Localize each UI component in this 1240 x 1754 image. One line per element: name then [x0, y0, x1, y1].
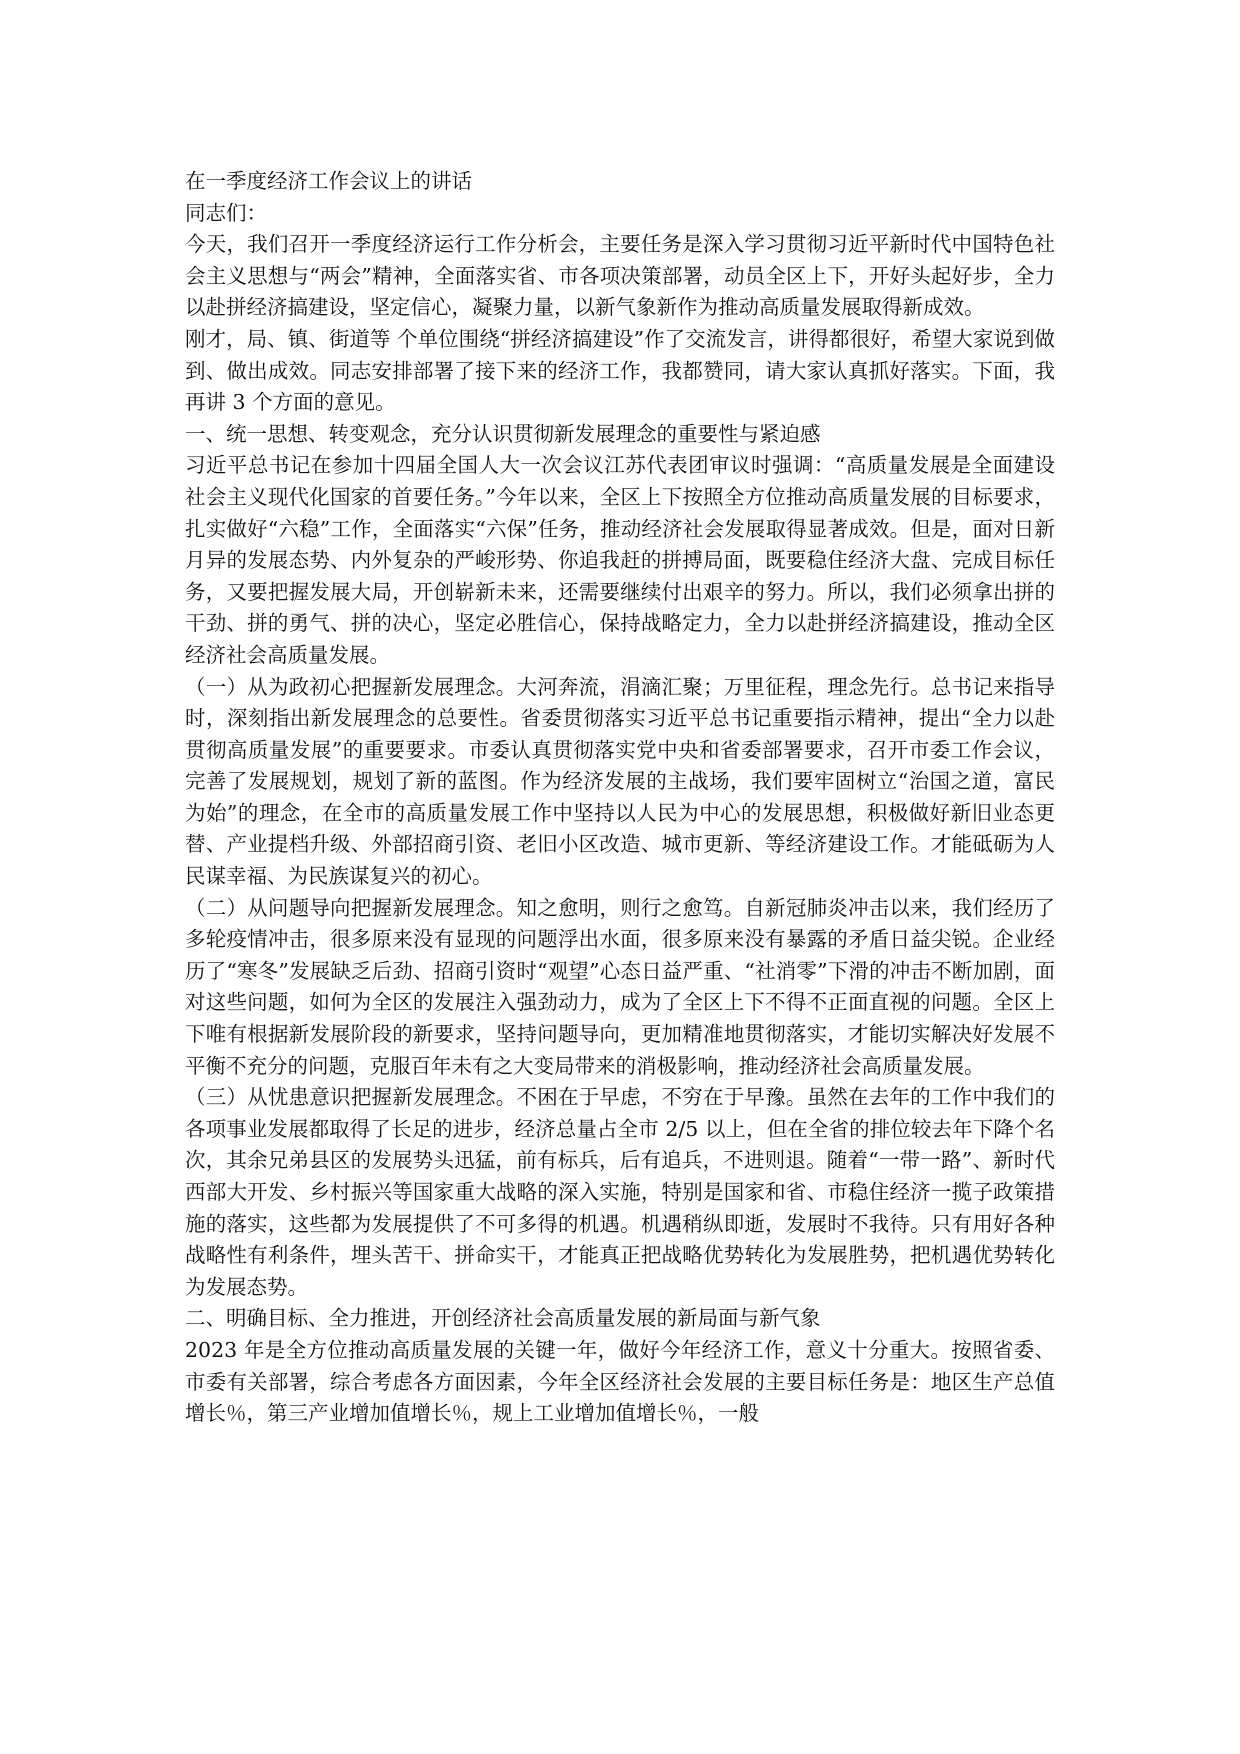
- paragraph-section1-point3: （三）从忧患意识把握新发展理念。不困在于早虑，不穷在于早豫。虽然在去年的工作中我们的各项事业发展都取得了长足的进步，经济总量占全市 2/5 以上，但在全省的排位较去年下降个名次，其余兄弟县区的发展势头迅猛，前有标兵，后有追兵，不进则退。随着“一带一路”、新时代西部大开发、乡村振兴等国家重大战略的深入实施，特别是国家和省、市稳住经济一揽子政策措施的落实，这些都为发展提供了不可多得的机遇。机遇稍纵即逝，发展时不我待。只有用好各种战略性有利条件，埋头苦干、拼命实干，才能真正把战略优势转化为发展胜势，把机遇优势转化为发展态势。: [185, 1085, 1055, 1299]
- paragraph-opening: 今天，我们召开一季度经济运行工作分析会，主要任务是深入学习贯彻习近平新时代中国特色社会主义思想与“两会”精神，全面落实省、市各项决策部署，动员全区上下，开好头起好步，全力以赴拼经济搞建设，坚定信心，凝聚力量，以新气象新作为推动高质量发展取得新成效。: [185, 232, 1055, 320]
- section-heading-1: 一、统一思想、转变观念，充分认识贯彻新发展理念的重要性与紧迫感: [185, 421, 821, 446]
- paragraph-section2-intro: 2023 年是全方位推动高质量发展的关键一年，做好今年经济工作，意义十分重大。按照省委、市委有关部署，综合考虑各方面因素，今年全区经济社会发展的主要目标任务是：地区生产总值增长％，第三产业增加值增长％，规上工业增加值增长％，一般: [185, 1337, 1055, 1426]
- document-title: 在一季度经济工作会议上的讲话: [185, 169, 472, 193]
- paragraph-exchange: 刚才，局、镇、街道等 个单位围绕“拼经济搞建设”作了交流发言，讲得都很好，希望大家说到做到、做出成效。同志安排部署了接下来的经济工作，我都赞同，请大家认真抓好落实。下面，我再讲 3 个方面的意见。: [185, 326, 1055, 415]
- paragraph-section1-intro: 习近平总书记在参加十四届全国人大一次会议江苏代表团审议时强调：“高质量发展是全面建设社会主义现代化国家的首要任务。”今年以来，全区上下按照全方位推动高质量发展的目标要求，扎实做好“六稳”工作，全面落实“六保”任务，推动经济社会发展取得显著成效。但是，面对日新月异的发展态势、内外复杂的严峻形势、你追我赶的拼搏局面，既要稳住经济大盘、完成目标任务，又要把握发展大局，开创崭新未来，还需要继续付出艰辛的努力。所以，我们必须拿出拼的干劲、拼的勇气、拼的决心，坚定必胜信心，保持战略定力，全力以赴拼经济搞建设，推动全区经济社会高质量发展。: [185, 453, 1055, 667]
- paragraph-section1-point2: （二）从问题导向把握新发展理念。知之愈明，则行之愈笃。自新冠肺炎冲击以来，我们经历了多轮疫情冲击，很多原来没有显现的问题浮出水面，很多原来没有暴露的矛盾日益尖锐。企业经历了“寒冬”发展缺乏后劲、招商引资时“观望”心态日益严重、“社消零”下滑的冲击不断加剧，面对这些问题，如何为全区的发展注入强劲动力，成为了全区上下不得不正面直视的问题。全区上下唯有根据新发展阶段的新要求，坚持问题导向，更加精准地贯彻落实，才能切实解决好发展不平衡不充分的问题，克服百年未有之大变局带来的消极影响，推动经济社会高质量发展。: [185, 895, 1055, 1078]
- salutation: 同志们：: [185, 200, 267, 225]
- section-heading-2: 二、明确目标、全力推进，开创经济社会高质量发展的新局面与新气象: [185, 1306, 821, 1331]
- document-page: [185, 166, 1055, 1430]
- paragraph-section1-point1: （一）从为政初心把握新发展理念。大河奔流，涓滴汇聚；万里征程，理念先行。总书记来指导时，深刻指出新发展理念的总要性。省委贯彻落实习近平总书记重要指示精神，提出“全力以赴贯彻高质量发展”的重要要求。市委认真贯彻落实党中央和省委部署要求，召开市委工作会议，完善了发展规划，规划了新的蓝图。作为经济发展的主战场，我们要牢固树立“治国之道，富民为始”的理念，在全市的高质量发展工作中坚持以人民为中心的发展思想，积极做好新旧业态更替、产业提档升级、外部招商引资、老旧小区改造、城市更新、等经济建设工作。才能砥砺为人民谋幸福、为民族谋复兴的初心。: [185, 674, 1055, 889]
